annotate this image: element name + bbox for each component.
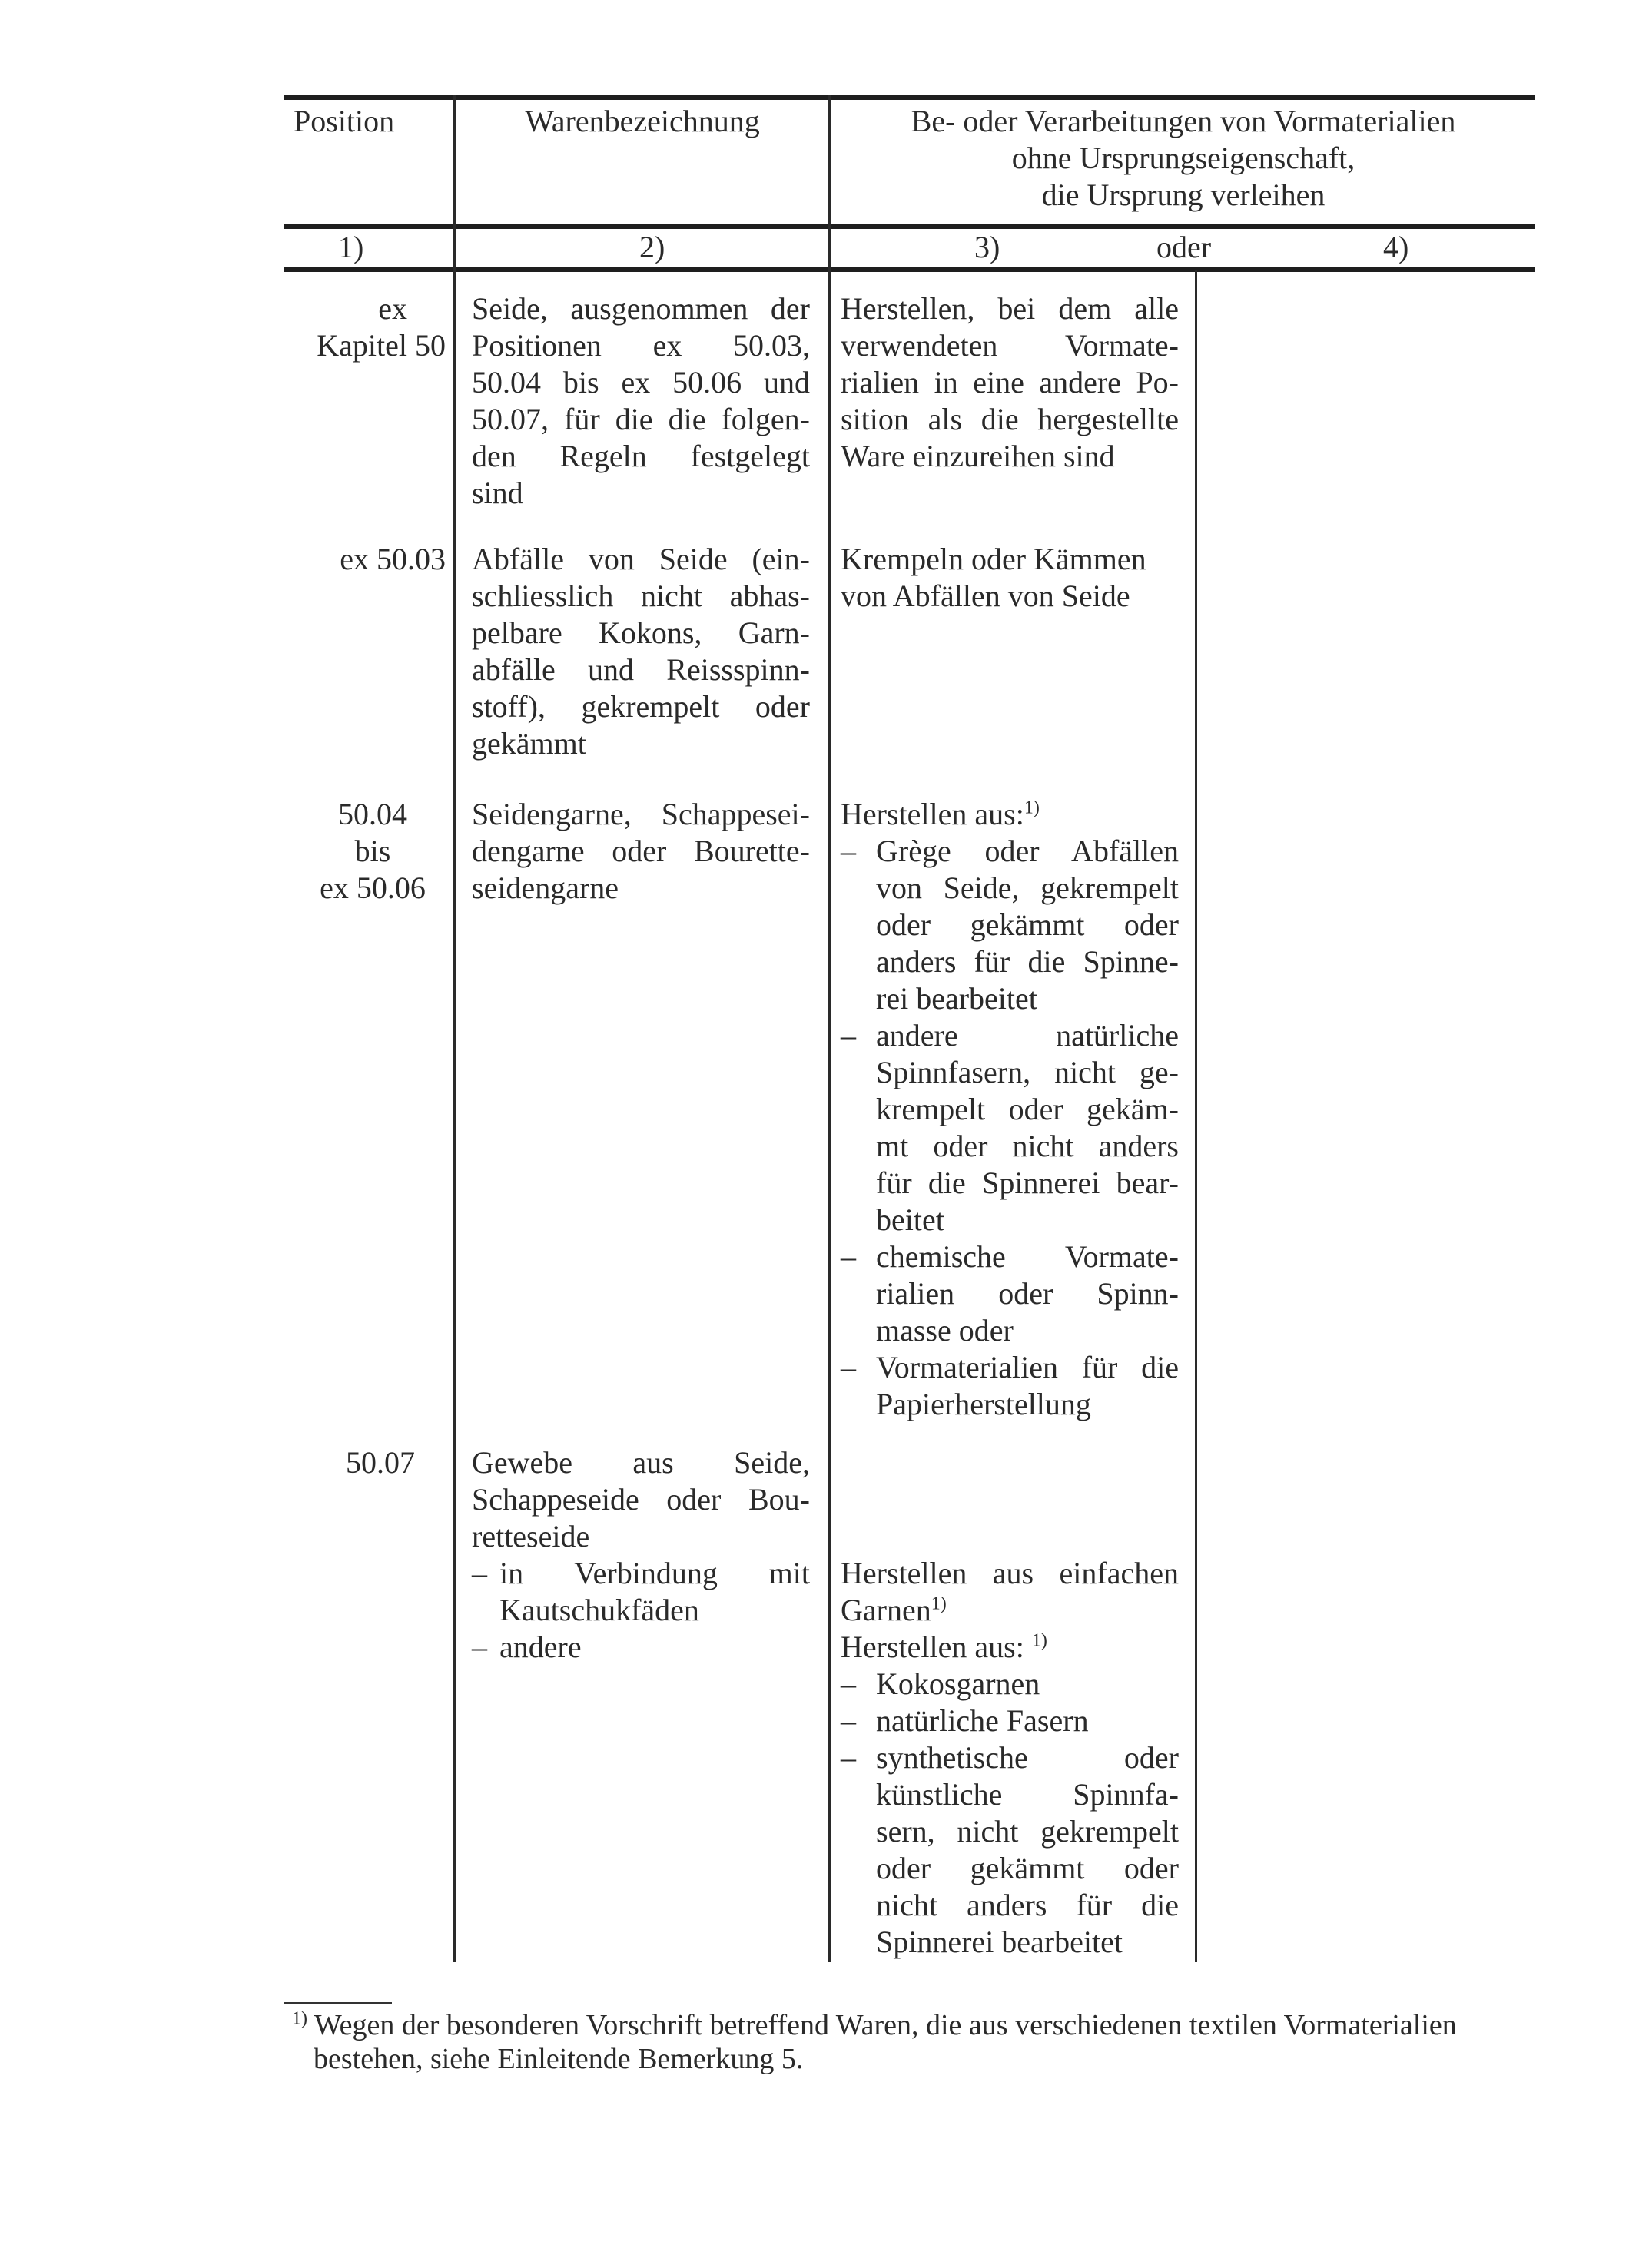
description-line: dengarne oder Bourette-	[472, 834, 810, 868]
dash-bullet: –	[472, 1630, 487, 1664]
row-3-processing	[841, 796, 1179, 1423]
item-line: krempelt oder gekäm-	[876, 1092, 1179, 1126]
description-line: abfälle und Reissspinn-	[472, 652, 810, 687]
header-divider-rule	[284, 224, 1535, 229]
dash-bullet: –	[472, 1556, 487, 1590]
item-line: Grège oder Abfällen	[876, 834, 1179, 868]
position-text: 50.04	[338, 797, 407, 831]
column-or-label: oder	[1156, 230, 1212, 264]
dash-bullet: –	[841, 1018, 856, 1053]
item-line: masse oder	[876, 1313, 1014, 1348]
header-processing-line: ohne Ursprungseigenschaft,	[1011, 141, 1355, 175]
processing-item	[841, 1703, 1179, 1739]
description-line: den Regeln festgelegt	[472, 439, 810, 473]
footnote-ref[interactable]: 1)	[931, 1593, 947, 1614]
processing-line: von Abfällen von Seide	[841, 579, 1130, 613]
footnote-ref[interactable]: 1)	[1031, 1630, 1047, 1651]
processing-line: sition als die hergestellte	[841, 402, 1179, 436]
position-text: ex	[378, 291, 407, 326]
description-line: gekämmt	[472, 726, 586, 761]
description-line: pelbare Kokons, Garn-	[472, 615, 810, 650]
description-line: Gewebe aus Seide,	[472, 1445, 810, 1480]
dash-bullet: –	[841, 1740, 856, 1775]
row-4-position	[292, 1444, 415, 1481]
header-position: Position	[294, 104, 395, 138]
description-line: 50.07, für die die folgen-	[472, 402, 810, 436]
sub-item	[472, 1629, 810, 1666]
item-line: für die Spinnerei bear-	[876, 1166, 1179, 1200]
item-line: synthetische oder	[876, 1740, 1179, 1775]
description-line: sind	[472, 476, 523, 510]
footnote-ref[interactable]: 1)	[1024, 797, 1040, 818]
item-line: Spinnfasern, nicht ge-	[876, 1055, 1179, 1089]
column-number-1: 1)	[338, 230, 364, 264]
processing-line: Ware einzureihen sind	[841, 439, 1115, 473]
footnote-line: bestehen, siehe Einleitende Bemerkung 5.	[314, 2043, 804, 2075]
processing-line: Herstellen, bei dem alle	[841, 291, 1179, 326]
item-line: Vormaterialien für die	[876, 1350, 1179, 1384]
sub-item-label: Kautschukfäden	[499, 1593, 699, 1627]
dash-bullet: –	[841, 1350, 856, 1384]
item-line: anders für die Spinne-	[876, 944, 1179, 979]
column-number-2: 2)	[639, 230, 665, 264]
description-line: 50.04 bis ex 50.06 und	[472, 365, 810, 400]
processing-intro: Herstellen aus: $^{1)}$	[841, 1630, 1047, 1664]
description-line: Abfälle von Seide (ein-	[472, 542, 810, 576]
item-line: rei bearbeitet	[876, 981, 1037, 1016]
column-number-3: 3)	[974, 230, 1000, 264]
item-line: oder gekämmt oder	[876, 1851, 1179, 1885]
item-line: Spinnerei bearbeitet	[876, 1925, 1123, 1959]
description-line: Schappeseide oder Bou-	[472, 1482, 810, 1517]
description-line: Seide, ausgenommen der	[472, 291, 810, 326]
dash-bullet: –	[841, 1239, 856, 1274]
processing-item	[841, 833, 1179, 1017]
column-number-4: 4)	[1383, 230, 1409, 264]
processing-item	[841, 1238, 1179, 1349]
column-divider-1	[453, 95, 456, 1962]
dash-bullet: –	[841, 1703, 856, 1738]
footnote-separator	[284, 2002, 392, 2004]
item-line: künstliche Spinnfa-	[876, 1777, 1179, 1812]
processing-line: verwendeten Vormate-	[841, 328, 1179, 363]
row-4-processing	[841, 1555, 1179, 1961]
dash-bullet: –	[841, 1666, 856, 1701]
processing-line: Krempeln oder Kämmen	[841, 542, 1146, 576]
item-line: beitet	[876, 1202, 944, 1237]
processing-item	[841, 1666, 1179, 1703]
item-line: sern, nicht gekrempelt	[876, 1814, 1179, 1849]
processing-line: Garnen$^{1)}$	[841, 1593, 947, 1627]
table-top-rule	[284, 95, 1535, 100]
dash-bullet: –	[841, 834, 856, 868]
row-2-description	[472, 541, 810, 762]
processing-item	[841, 1739, 1179, 1961]
row-3-description	[472, 796, 810, 907]
footnote	[292, 2008, 1552, 2076]
column-divider-2	[828, 95, 831, 1962]
header-processing	[831, 103, 1535, 214]
processing-intro: Herstellen aus:$^{1)}$	[841, 797, 1040, 831]
processing-line: rialien in eine andere Po-	[841, 365, 1179, 400]
position-text: 50.07	[346, 1445, 415, 1480]
header-processing-line: Be- oder Verarbeitungen von Vormaterialien	[911, 104, 1456, 138]
header-description: Warenbezeichnung	[525, 104, 760, 138]
processing-item	[841, 1017, 1179, 1238]
item-line: Papierherstellung	[876, 1387, 1091, 1421]
position-text: bis	[354, 834, 391, 868]
column-divider-3	[1195, 270, 1197, 1962]
item-line: natürliche Fasern	[876, 1703, 1089, 1738]
processing-line: Herstellen aus einfachen	[841, 1556, 1179, 1590]
item-line: Kokosgarnen	[876, 1666, 1040, 1701]
item-line: chemische Vormate-	[876, 1239, 1179, 1274]
position-text: ex 50.03	[340, 542, 446, 576]
item-line: mt oder nicht anders	[876, 1129, 1179, 1163]
position-text: ex 50.06	[320, 870, 426, 905]
position-text: Kapitel 50	[317, 328, 446, 363]
row-1-processing	[841, 290, 1179, 475]
description-line: Seidengarne, Schappesei-	[472, 797, 810, 831]
header-bottom-rule	[284, 267, 1535, 272]
item-line: nicht anders für die	[876, 1888, 1179, 1922]
item-line: von Seide, gekrempelt	[876, 870, 1179, 905]
description-line: stoff), gekrempelt oder	[472, 689, 810, 724]
footnote-marker: 1)	[292, 2008, 307, 2029]
processing-item	[841, 1349, 1179, 1423]
item-line: oder gekämmt oder	[876, 907, 1179, 942]
header-processing-line: die Ursprung verleihen	[1041, 177, 1326, 212]
item-line: rialien oder Spinn-	[876, 1276, 1179, 1311]
description-line: schliesslich nicht abhas-	[472, 579, 810, 613]
sub-item-label: in Verbindung mit	[499, 1556, 810, 1590]
description-line: Positionen ex 50.03,	[472, 328, 810, 363]
description-line: seidengarne	[472, 870, 619, 905]
sub-item-label: andere	[499, 1630, 582, 1664]
row-4-description	[472, 1444, 810, 1666]
row-3-position	[307, 796, 438, 907]
row-1-description	[472, 290, 810, 512]
item-line: andere natürliche	[876, 1018, 1179, 1053]
row-2-position	[292, 541, 446, 578]
row-2-processing	[841, 541, 1179, 615]
sub-item	[472, 1555, 810, 1629]
footnote-line: $^{1)}$ Wegen der besonderen Vorschrift betreffend Waren, die aus verschiedenen textilen Vormaterialien	[292, 2008, 1457, 2041]
description-line: retteseide	[472, 1519, 590, 1553]
row-1-position	[292, 290, 446, 364]
